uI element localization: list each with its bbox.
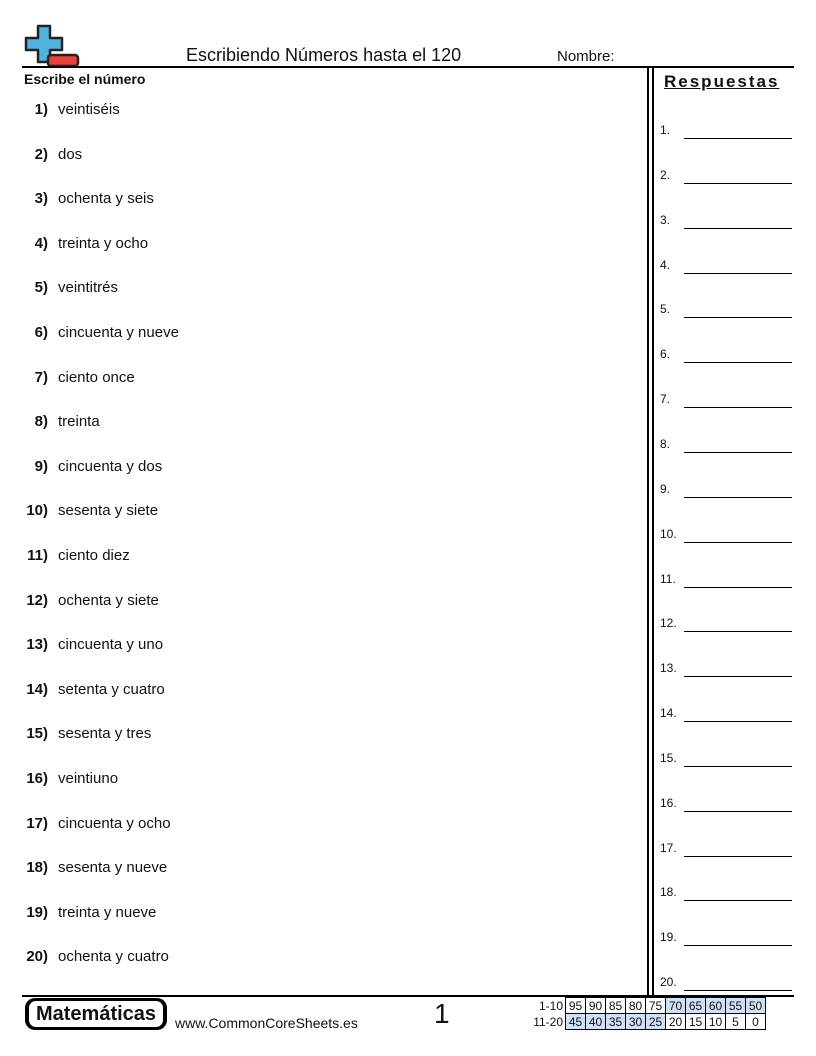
answer-blank[interactable] bbox=[684, 497, 792, 498]
problem-item bbox=[0, 279, 620, 301]
answer-number: 14. bbox=[660, 706, 677, 721]
score-cell: 0 bbox=[746, 1014, 766, 1030]
answer-item bbox=[660, 570, 794, 588]
score-cell: 95 bbox=[566, 998, 586, 1014]
answer-number: 12. bbox=[660, 616, 677, 631]
brand-label: Matemáticas bbox=[29, 1001, 163, 1027]
answer-blank[interactable] bbox=[684, 273, 792, 274]
answer-item bbox=[660, 211, 794, 229]
answer-item bbox=[660, 525, 794, 543]
score-row-label: 11-20 bbox=[533, 1014, 563, 1029]
answer-blank[interactable] bbox=[684, 811, 792, 812]
score-row-label: 1-10 bbox=[538, 998, 563, 1013]
problem-text: cincuenta y dos bbox=[58, 457, 163, 475]
problem-item bbox=[0, 904, 620, 926]
score-cell: 5 bbox=[726, 1014, 746, 1030]
answer-blank[interactable] bbox=[684, 228, 792, 229]
answer-blank[interactable] bbox=[684, 542, 792, 543]
problem-item bbox=[0, 815, 620, 837]
problem-item bbox=[0, 369, 620, 391]
answer-blank[interactable] bbox=[684, 452, 792, 453]
score-cell: 65 bbox=[686, 998, 706, 1014]
answer-item bbox=[660, 614, 794, 632]
problem-text: ochenta y seis bbox=[58, 190, 154, 208]
worksheet-title: Escribiendo Números hasta el 120 bbox=[186, 45, 462, 65]
answer-number: 1. bbox=[660, 123, 671, 137]
score-cell: 90 bbox=[586, 998, 606, 1014]
score-cell: 85 bbox=[606, 998, 626, 1014]
problem-text: treinta bbox=[58, 413, 100, 431]
answer-number: 2. bbox=[660, 167, 671, 182]
problem-item bbox=[0, 948, 620, 970]
problem-number: 17) bbox=[26, 814, 48, 832]
problem-item bbox=[0, 413, 620, 435]
problem-number: 16) bbox=[26, 770, 48, 787]
score-cell: 80 bbox=[626, 998, 646, 1014]
answer-item bbox=[660, 121, 794, 139]
answer-number: 13. bbox=[660, 661, 677, 676]
score-cell: 35 bbox=[606, 1014, 626, 1030]
column-divider-right bbox=[652, 67, 654, 996]
answer-blank[interactable] bbox=[684, 631, 792, 632]
answer-item bbox=[660, 928, 794, 946]
problem-number: 11) bbox=[27, 547, 48, 564]
answer-blank[interactable] bbox=[684, 138, 792, 139]
problem-number: 12) bbox=[26, 591, 48, 609]
problem-item bbox=[0, 592, 620, 614]
problem-number: 7) bbox=[34, 368, 48, 386]
answer-item bbox=[660, 839, 794, 857]
problem-number: 20) bbox=[26, 948, 48, 966]
score-cell: 50 bbox=[746, 998, 766, 1014]
problem-number: 2) bbox=[34, 145, 48, 163]
problem-number: 1) bbox=[34, 101, 48, 118]
answer-item bbox=[660, 749, 794, 767]
answer-blank[interactable] bbox=[684, 362, 792, 363]
answer-item bbox=[660, 345, 794, 363]
score-cell: 40 bbox=[586, 1014, 606, 1030]
answer-number: 10. bbox=[660, 526, 677, 541]
answer-number: 3. bbox=[660, 212, 671, 227]
answer-number: 9. bbox=[660, 481, 671, 496]
answer-number: 15. bbox=[660, 750, 677, 765]
score-cell: 30 bbox=[626, 1014, 646, 1030]
site-url: www.CommonCoreSheets.es bbox=[175, 1015, 358, 1031]
problem-text: veintiuno bbox=[58, 770, 119, 787]
answer-item bbox=[660, 390, 794, 408]
column-divider-left bbox=[647, 67, 649, 996]
problem-number: 15) bbox=[26, 725, 48, 743]
problem-text: treinta y ocho bbox=[58, 234, 149, 252]
problem-item bbox=[0, 770, 620, 792]
problem-text: ochenta y cuatro bbox=[58, 948, 169, 966]
answer-blank[interactable] bbox=[684, 945, 792, 946]
problem-number: 18) bbox=[26, 859, 48, 877]
answer-item bbox=[660, 794, 794, 812]
problem-item bbox=[0, 502, 620, 524]
problem-text: sesenta y nueve bbox=[58, 859, 168, 877]
answer-number: 8. bbox=[660, 436, 671, 451]
answer-blank[interactable] bbox=[684, 766, 792, 767]
problem-number: 13) bbox=[26, 636, 48, 654]
name-label: Nombre: bbox=[557, 48, 615, 65]
page-number: 1 bbox=[434, 998, 450, 1029]
problem-number: 8) bbox=[34, 413, 48, 431]
answer-blank[interactable] bbox=[684, 317, 792, 318]
problem-number: 10) bbox=[26, 502, 48, 520]
problem-item bbox=[0, 235, 620, 257]
problem-text: cincuenta y ocho bbox=[58, 814, 171, 832]
answer-number: 17. bbox=[660, 840, 677, 855]
score-table bbox=[529, 997, 766, 1030]
problem-text: sesenta y siete bbox=[58, 502, 159, 520]
answer-blank[interactable] bbox=[684, 856, 792, 857]
answer-number: 19. bbox=[660, 930, 677, 945]
problem-text: sesenta y tres bbox=[58, 725, 152, 743]
answer-item bbox=[660, 883, 794, 901]
problem-item bbox=[0, 636, 620, 658]
problem-number: 9) bbox=[34, 457, 48, 475]
score-cell: 45 bbox=[566, 1014, 586, 1030]
answer-number: 16. bbox=[660, 795, 677, 810]
answer-number: 7. bbox=[660, 392, 671, 407]
problem-item bbox=[0, 146, 620, 168]
problem-text: cincuenta y nueve bbox=[58, 324, 179, 341]
answer-item bbox=[660, 704, 794, 722]
instructions: Escribe el número bbox=[24, 71, 146, 87]
score-cell: 20 bbox=[666, 1014, 686, 1030]
answer-blank[interactable] bbox=[684, 721, 792, 722]
score-cell: 55 bbox=[726, 998, 746, 1014]
answer-item bbox=[660, 480, 794, 498]
problem-text: veintiséis bbox=[58, 101, 120, 118]
score-cell: 15 bbox=[686, 1014, 706, 1030]
problem-item bbox=[0, 190, 620, 212]
answer-item bbox=[660, 973, 794, 991]
answer-item bbox=[660, 659, 794, 677]
answer-number: 5. bbox=[660, 302, 671, 317]
answer-blank[interactable] bbox=[684, 183, 792, 184]
score-row bbox=[529, 998, 766, 1014]
problem-text: ciento once bbox=[58, 368, 135, 386]
score-cell: 70 bbox=[666, 998, 686, 1014]
brand-badge bbox=[25, 998, 167, 1030]
answer-number: 6. bbox=[660, 347, 671, 362]
score-cell: 25 bbox=[646, 1014, 666, 1030]
header-divider bbox=[22, 66, 794, 68]
answer-item bbox=[660, 166, 794, 184]
problem-text: treinta y nueve bbox=[58, 903, 157, 921]
problem-number: 14) bbox=[26, 680, 48, 698]
problem-text: ciento diez bbox=[58, 547, 130, 564]
plus-minus-logo-icon bbox=[24, 24, 80, 68]
answer-number: 18. bbox=[660, 885, 677, 900]
problem-number: 19) bbox=[26, 903, 48, 921]
answer-blank[interactable] bbox=[684, 900, 792, 901]
problem-text: cincuenta y uno bbox=[58, 636, 164, 654]
problem-text: veintitrés bbox=[58, 279, 119, 297]
score-cell: 75 bbox=[646, 998, 666, 1014]
answer-blank[interactable] bbox=[684, 990, 792, 991]
problem-item bbox=[0, 547, 620, 569]
problem-number: 3) bbox=[34, 190, 48, 208]
answer-number: 20. bbox=[660, 975, 677, 990]
answer-number: 4. bbox=[660, 257, 671, 272]
answer-blank[interactable] bbox=[684, 407, 792, 408]
problem-item bbox=[0, 681, 620, 703]
problem-number: 5) bbox=[34, 279, 48, 297]
problem-item bbox=[0, 324, 620, 346]
problem-item bbox=[0, 859, 620, 881]
answer-item bbox=[660, 256, 794, 274]
score-cell: 10 bbox=[706, 1014, 726, 1030]
answer-blank[interactable] bbox=[684, 676, 792, 677]
problem-item bbox=[0, 725, 620, 747]
problem-number: 4) bbox=[34, 234, 48, 252]
problem-text: dos bbox=[58, 145, 83, 163]
score-cell: 60 bbox=[706, 998, 726, 1014]
problem-number: 6) bbox=[34, 324, 48, 341]
problem-text: ochenta y siete bbox=[58, 591, 159, 609]
score-row bbox=[529, 1014, 766, 1030]
answers-title: Respuestas bbox=[664, 72, 780, 91]
answer-number: 11. bbox=[660, 571, 676, 586]
problem-item bbox=[0, 101, 620, 123]
problem-text: setenta y cuatro bbox=[58, 680, 165, 698]
problem-item bbox=[0, 458, 620, 480]
answer-item bbox=[660, 435, 794, 453]
answer-blank[interactable] bbox=[684, 587, 792, 588]
answer-item bbox=[660, 300, 794, 318]
